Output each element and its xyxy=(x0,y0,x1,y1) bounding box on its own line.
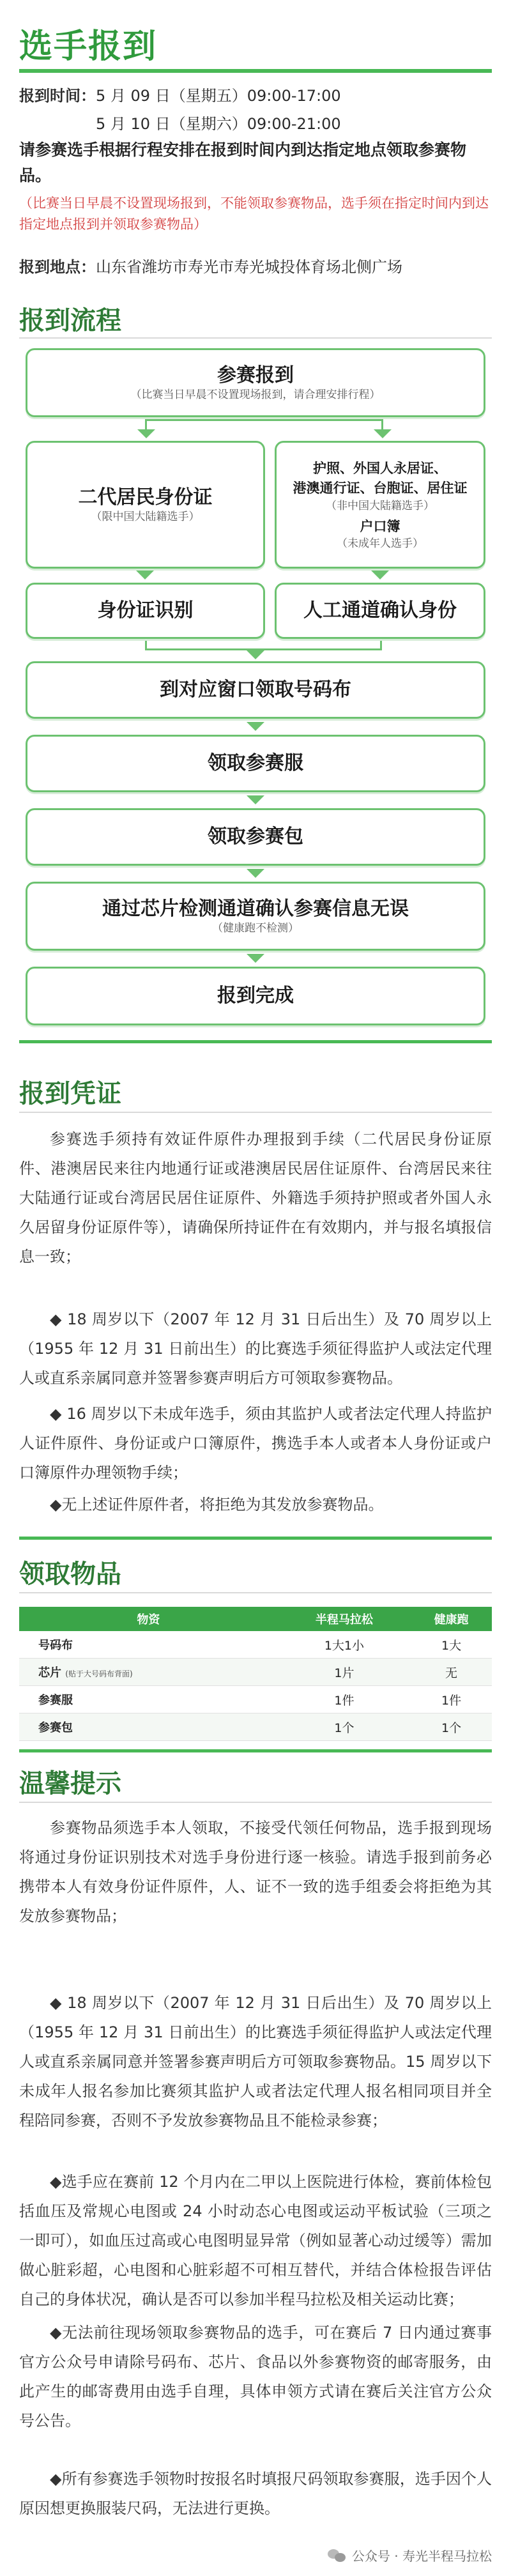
flow-arrow-down xyxy=(247,795,264,804)
items-table xyxy=(19,1607,492,1741)
footer-source-text: 公众号 · 寿光半程马拉松 xyxy=(351,2549,492,2564)
flow-step-chip-check xyxy=(26,882,485,951)
item-name-text: 参赛包 xyxy=(38,1721,73,1735)
item-name xyxy=(19,1713,278,1741)
section-title-tips: 温馨提示 xyxy=(19,1769,121,1798)
flow-other-docs-line1: 护照、外国人永居证、 xyxy=(313,460,447,476)
flow-arrow-down xyxy=(371,571,389,579)
item-name-text: 参赛服 xyxy=(38,1694,73,1707)
item-health: 无 xyxy=(411,1659,492,1686)
flow-arrow-down xyxy=(247,722,264,731)
flow-step-checkin xyxy=(26,348,485,417)
tips-paragraph-5: ◆所有参赛选手领物时按报名时填报尺码领取参赛服，选手因个人原因想更换服装尺码，无法进行更换。 xyxy=(19,2470,492,2517)
flow-step-get-pack-label: 领取参赛包 xyxy=(208,825,303,848)
item-health: 1大 xyxy=(411,1631,492,1659)
flow-step-get-bib xyxy=(26,661,485,719)
item-name xyxy=(19,1659,278,1686)
section-divider xyxy=(19,1040,492,1043)
table-row xyxy=(19,1686,492,1713)
item-half: 1件 xyxy=(278,1686,411,1713)
table-row xyxy=(19,1631,492,1659)
flow-step-chip-check-label: 通过芯片检测通道确认参赛信息无误 xyxy=(102,898,409,921)
item-half: 1大1小 xyxy=(278,1631,411,1659)
flow-arrow-down xyxy=(136,571,154,579)
flow-step-manual-check xyxy=(275,583,485,639)
item-name-text: 芯片 xyxy=(38,1666,61,1680)
item-health: 1件 xyxy=(411,1686,492,1713)
section-title-checkin: 选手报到 xyxy=(19,27,158,66)
tips-title-rule xyxy=(19,1802,492,1803)
flow-step-checkin-sub: （比赛当日早晨不设置现场报到，请合理安排行程） xyxy=(130,388,381,401)
item-health: 1个 xyxy=(411,1713,492,1741)
flow-step-resident-id xyxy=(26,441,265,569)
checkin-place-row xyxy=(19,254,402,277)
table-row xyxy=(19,1659,492,1686)
checkin-time-label: 报到时间： xyxy=(19,87,96,105)
items-header-half-marathon: 半程马拉松 xyxy=(278,1607,411,1631)
flow-step-get-pack xyxy=(26,808,485,866)
flow-title-rule xyxy=(19,337,492,339)
flow-other-docs-sub2: （未成年人选手） xyxy=(337,537,423,551)
checkin-time-row xyxy=(19,83,341,105)
section-title-credentials: 报到凭证 xyxy=(19,1079,121,1108)
items-header-item: 物资 xyxy=(19,1607,278,1631)
item-name xyxy=(19,1686,278,1713)
credentials-title-rule xyxy=(19,1112,492,1113)
credentials-paragraph-2: ◆ 18 周岁以下（2007 年 12 月 31 日后出生）及 70 周岁以上（1955 年 12 月 31 日前出生）的比赛选手须征得监护人或法定代理人或直系亲属同意并签署参赛声明后方可领取参赛物品。 xyxy=(19,1310,492,1387)
flow-step-manual-check-label: 人工通道确认身份 xyxy=(303,599,457,622)
items-title-rule xyxy=(19,1592,492,1593)
tips-paragraph-4: ◆无法前往现场领取参赛物品的选手，可在赛后 7 日内通过赛事官方公众号申请除号码布、芯片、食品以外参赛物资的邮寄服务，由此产生的邮寄费用由选手自理，具体申领方式请在赛后关注官方公众号公告。 xyxy=(19,2324,492,2430)
flow-step-other-docs xyxy=(275,441,485,569)
item-name-text: 号码布 xyxy=(38,1639,73,1652)
checkin-time-line2: 5 月 10 日（星期六）09:00-21:00 xyxy=(96,115,341,133)
section-title-items: 领取物品 xyxy=(19,1560,121,1589)
items-table-header xyxy=(19,1607,492,1631)
flow-step-resident-id-sub: （限中国大陆籍选手） xyxy=(91,510,200,523)
section-divider xyxy=(19,1749,492,1752)
flow-step-resident-id-label: 二代居民身份证 xyxy=(78,486,213,509)
credentials-paragraph-3: ◆ 16 周岁以下未成年选手，须由其监护人或者法定代理人持监护人证件原件、身份证或户口簿原件，携选手本人或者本人身份证或户口簿原件办理领物手续； xyxy=(19,1405,492,1482)
flow-step-id-recognize xyxy=(26,583,265,639)
credentials-paragraph-1: 参赛选手须持有效证件原件办理报到手续（二代居民身份证原件、港澳居民来往内地通行证或港澳居民居住证原件、台湾居民来往大陆通行证或台湾居民居住证原件、外籍选手须持护照或者外国人永久居留身份证原件等），请确保所持证件在有效期内，并与报名填报信息一致； xyxy=(19,1130,492,1266)
flow-arrow-down xyxy=(247,954,264,963)
table-row xyxy=(19,1713,492,1741)
flow-arrow-down xyxy=(247,869,264,878)
checkin-time-line1: 5 月 09 日（星期五）09:00-17:00 xyxy=(96,87,341,105)
flow-arrow-down xyxy=(247,650,264,659)
tips-paragraph-2: ◆ 18 周岁以下（2007 年 12 月 31 日后出生）及 70 周岁以上（1955 年 12 月 31 日前出生）的比赛选手须征得监护人或法定代理人或直系亲属同意并签署参赛声明后方可领取参赛物品。15 周岁以下未成年人报名参加比赛须其监护人或者法定代理人报名相同项目并全程陪同参赛，否则不予发放参赛物品且不能检录参赛； xyxy=(19,1994,492,2129)
item-name xyxy=(19,1631,278,1659)
flow-arrow-down xyxy=(374,429,392,438)
flow-other-docs-sub1: （非中国大陆籍选手） xyxy=(326,499,434,512)
section-title-flow: 报到流程 xyxy=(19,306,121,335)
title-underline xyxy=(19,69,492,73)
tips-paragraph-1: 参赛物品须选手本人领取，不接受代领任何物品，选手报到现场将通过身份证识别技术对选手身份进行逐一核验。请选手报到前务必携带本人有效身份证件原件，人、证不一致的选手组委会将拒绝为其发放参赛物品； xyxy=(19,1819,492,1925)
flow-step-id-recognize-label: 身份证识别 xyxy=(97,599,194,622)
footer-source xyxy=(328,2546,492,2564)
tips-paragraph-3: ◆选手应在赛前 12 个月内在二甲以上医院进行体检，赛前体检包括血压及常规心电图或 24 小时动态心电图或运动平板试验（三项之一即可），如血压过高或心电图明显异常（例如显著心动过缓等）需加做心脏彩超，心电图和心脏彩超不可相互替代，并结合体检报告评估自己的身体状况，确认是否可以参加半程马拉松及相关运动比赛； xyxy=(19,2173,492,2308)
checkin-place-label: 报到地点： xyxy=(19,258,96,276)
items-header-health-run: 健康跑 xyxy=(411,1607,492,1631)
flow-step-get-bib-label: 到对应窗口领取号码布 xyxy=(160,678,351,702)
flow-other-docs-line3: 户口簿 xyxy=(360,518,400,534)
flow-step-get-clothes-label: 领取参赛服 xyxy=(208,752,303,775)
item-half: 1片 xyxy=(278,1659,411,1686)
credentials-paragraph-4: ◆无上述证件原件者，将拒绝为其发放参赛物品。 xyxy=(50,1496,384,1514)
checkin-notice: 请参赛选手根据行程安排在报到时间内到达指定地点领取参赛物品。 xyxy=(19,141,467,185)
flow-step-checkin-label: 参赛报到 xyxy=(217,364,294,387)
checkin-place: 山东省潍坊市寿光市寿光城投体育场北侧广场 xyxy=(96,258,402,276)
section-divider xyxy=(19,1537,492,1540)
flow-step-chip-check-sub: （健康跑不检测） xyxy=(212,921,299,935)
wechat-icon xyxy=(328,2548,347,2563)
flow-arrow-down xyxy=(137,429,155,438)
flow-step-done xyxy=(26,967,485,1025)
checkin-red-note: （比赛当日早晨不设置现场报到，不能领取参赛物品，选手须在指定时间内到达指定地点报到并领取参赛物品） xyxy=(19,195,489,232)
flow-connector xyxy=(145,419,383,421)
item-note: (贴于大号码布背面) xyxy=(65,1669,133,1678)
flow-step-get-clothes xyxy=(26,735,485,792)
flow-step-done-label: 报到完成 xyxy=(217,985,294,1008)
item-half: 1个 xyxy=(278,1713,411,1741)
flow-other-docs-line2: 港澳通行证、台胞证、居住证 xyxy=(293,480,468,496)
